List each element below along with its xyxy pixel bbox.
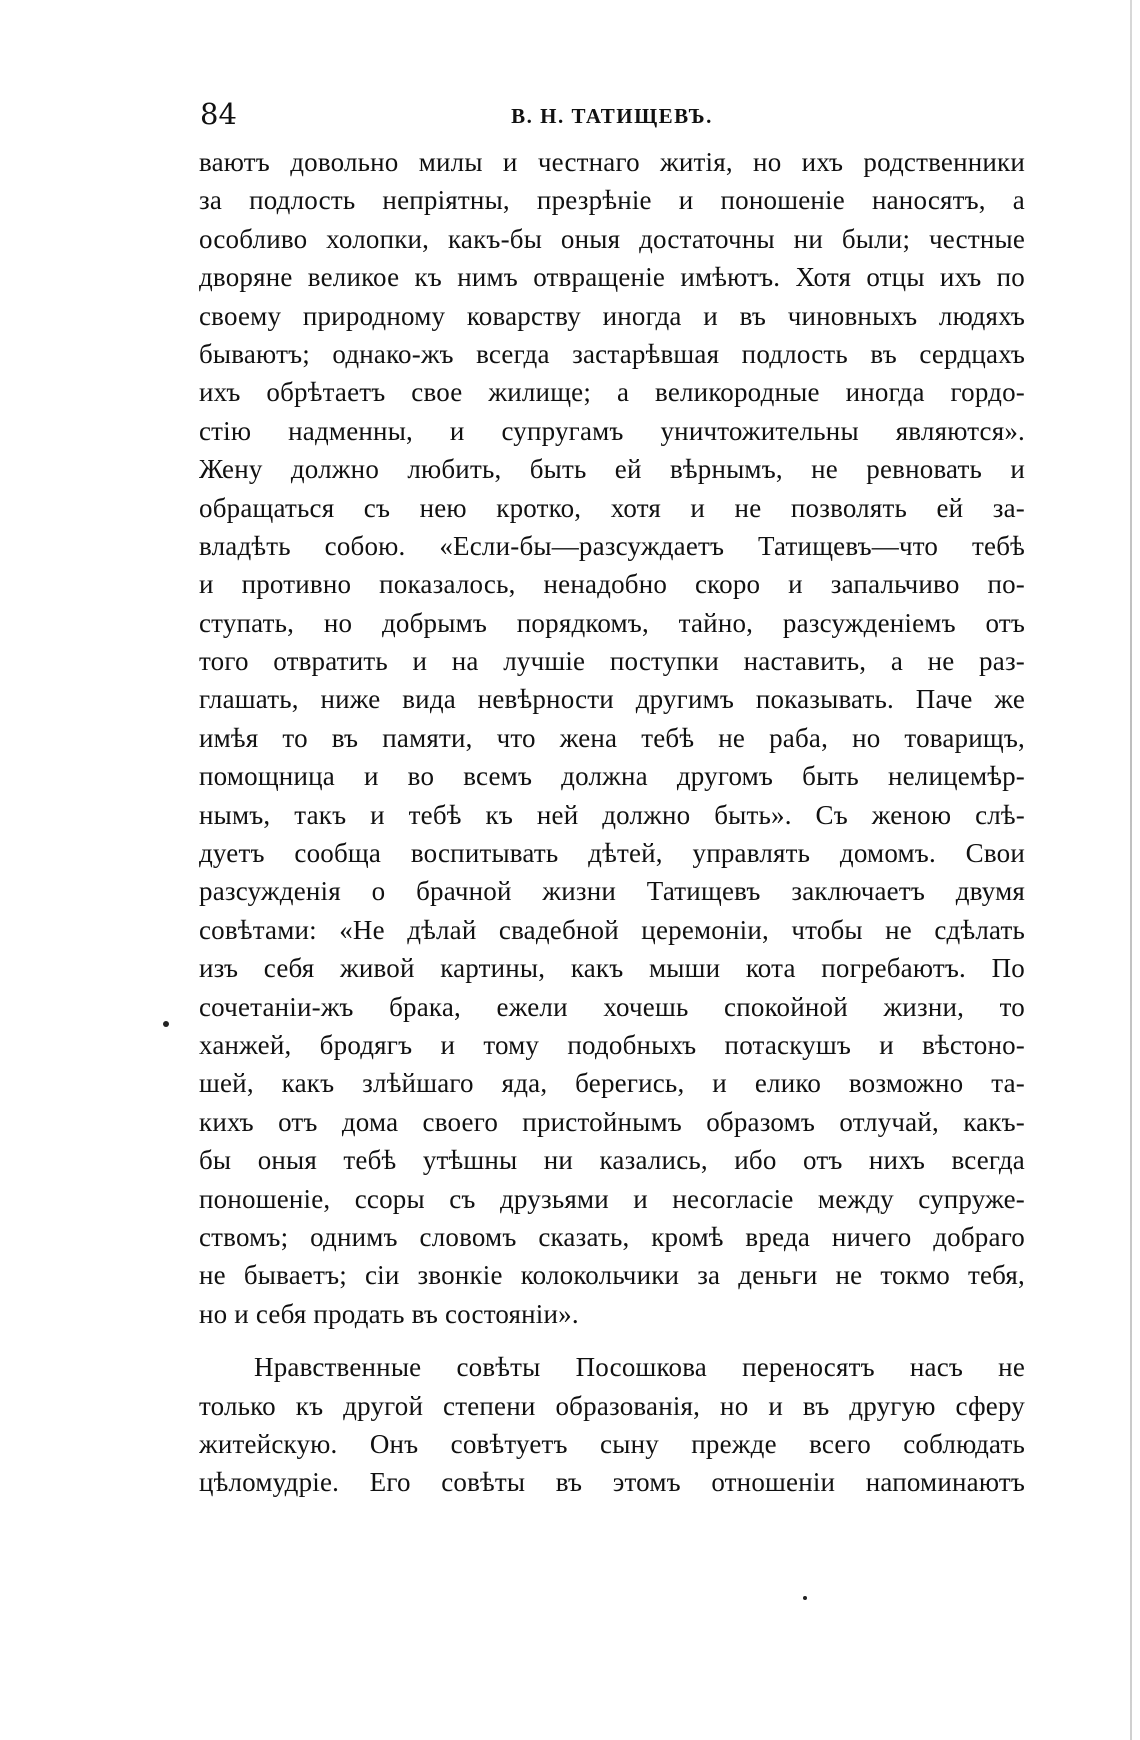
running-head: В. Н. ТАТИЩЕВЪ. — [511, 104, 713, 128]
text-line: бы оныя тебѣ утѣшны ни казались, ибо отъ нихъ всегда — [199, 1145, 1025, 1176]
text-line: ступать, но добрымъ порядкомъ, тайно, разсужденіемъ отъ — [199, 607, 1025, 638]
text-line: кихъ отъ дома своего пристойнымъ образомъ отлучай, какъ- — [199, 1106, 1025, 1137]
text-line: глашать, ниже вида невѣрности другимъ показывать. Паче же — [199, 684, 1025, 715]
text-line: сочетаніи-жъ брака, ежели хочешь спокойной жизни, то — [199, 991, 1025, 1022]
text-line: Жену должно любить, быть ей вѣрнымъ, не ревновать и — [199, 454, 1025, 485]
text-line: дуетъ сообща воспитывать дѣтей, управлять домомъ. Свои — [199, 838, 1025, 869]
page-number: 84 — [200, 97, 237, 131]
text-line: шей, какъ злѣйшаго яда, берегись, и елико возможно та- — [199, 1068, 1025, 1099]
scan-edge-line — [1130, 0, 1132, 1740]
text-line: за подлость непріятны, презрѣніе и поношеніе наносятъ, а — [199, 185, 1025, 216]
text-line: ваютъ довольно милы и честнаго житія, но ихъ родственники — [199, 147, 1025, 177]
text-line: только къ другой степени образованія, но и въ другую сферу — [199, 1390, 1025, 1421]
paragraph-spacer — [199, 1333, 1025, 1348]
text-line: но и себя продать въ состояніи». — [199, 1298, 579, 1329]
text-line: поношеніе, ссоры съ друзьями и несогласіе между супруже- — [199, 1183, 1025, 1214]
text-line: нымъ, такъ и тебѣ къ ней должно быть». Съ женою слѣ- — [199, 799, 1025, 830]
text-line: не бываетъ; сіи звонкіе колокольчики за деньги не токмо тебя, — [199, 1260, 1025, 1291]
text-line: ханжей, бродягъ и тому подобныхъ потаскушъ и вѣстоно- — [199, 1029, 1025, 1060]
text-line: и противно показалось, ненадобно скоро и запальчиво по- — [199, 569, 1025, 600]
ink-speck — [163, 1021, 169, 1027]
paragraph-1 — [199, 143, 1025, 1333]
text-line: особливо холопки, какъ-бы оныя достаточны ни были; честные — [199, 223, 1025, 254]
body-text — [199, 143, 1025, 1502]
text-line: помощница и во всемъ должна другомъ быть нелицемѣр- — [199, 761, 1025, 792]
text-line: того отвратить и на лучшіе поступки наставить, а не раз- — [199, 646, 1025, 677]
page-header — [200, 94, 1024, 134]
text-line: владѣть собою. «Если-бы—разсуждаетъ Татищевъ—что тебѣ — [199, 530, 1025, 561]
text-line: дворяне великое къ нимъ отвращеніе имѣютъ. Хотя отцы ихъ по — [199, 262, 1025, 293]
text-line: ихъ обрѣтаетъ свое жилище; а великородные иногда гордо- — [199, 377, 1025, 408]
text-line: бываютъ; однако-жъ всегда застарѣвшая подлость въ сердцахъ — [199, 338, 1025, 369]
text-line: изъ себя живой картины, какъ мыши кота погребаютъ. По — [199, 953, 1025, 984]
text-line: Нравственные совѣты Посошкова переносятъ насъ не — [254, 1352, 1025, 1383]
ink-speck — [803, 1596, 807, 1600]
text-line: цѣломудріе. Его совѣты въ этомъ отношеніи напоминаютъ — [199, 1467, 1025, 1498]
text-line: разсужденія о брачной жизни Татищевъ заключаетъ двумя — [199, 876, 1025, 907]
text-line: обращаться съ нею кротко, хотя и не позволять ей за- — [199, 492, 1025, 523]
text-line: ствомъ; однимъ словомъ сказать, кромѣ вреда ничего добраго — [199, 1221, 1025, 1252]
paragraph-2 — [199, 1348, 1025, 1502]
text-line: совѣтами: «Не дѣлай свадебной церемоніи, чтобы не сдѣлать — [199, 914, 1025, 945]
text-line: житейскую. Онъ совѣтуетъ сыну прежде всего соблюдать — [199, 1428, 1025, 1459]
text-line: своему природному коварству иногда и въ чиновныхъ людяхъ — [199, 300, 1025, 331]
text-line: стію надменны, и супругамъ уничтожительны являются». — [199, 415, 1025, 446]
text-line: имѣя то въ памяти, что жена тебѣ не раба, но товарищъ, — [199, 722, 1025, 753]
